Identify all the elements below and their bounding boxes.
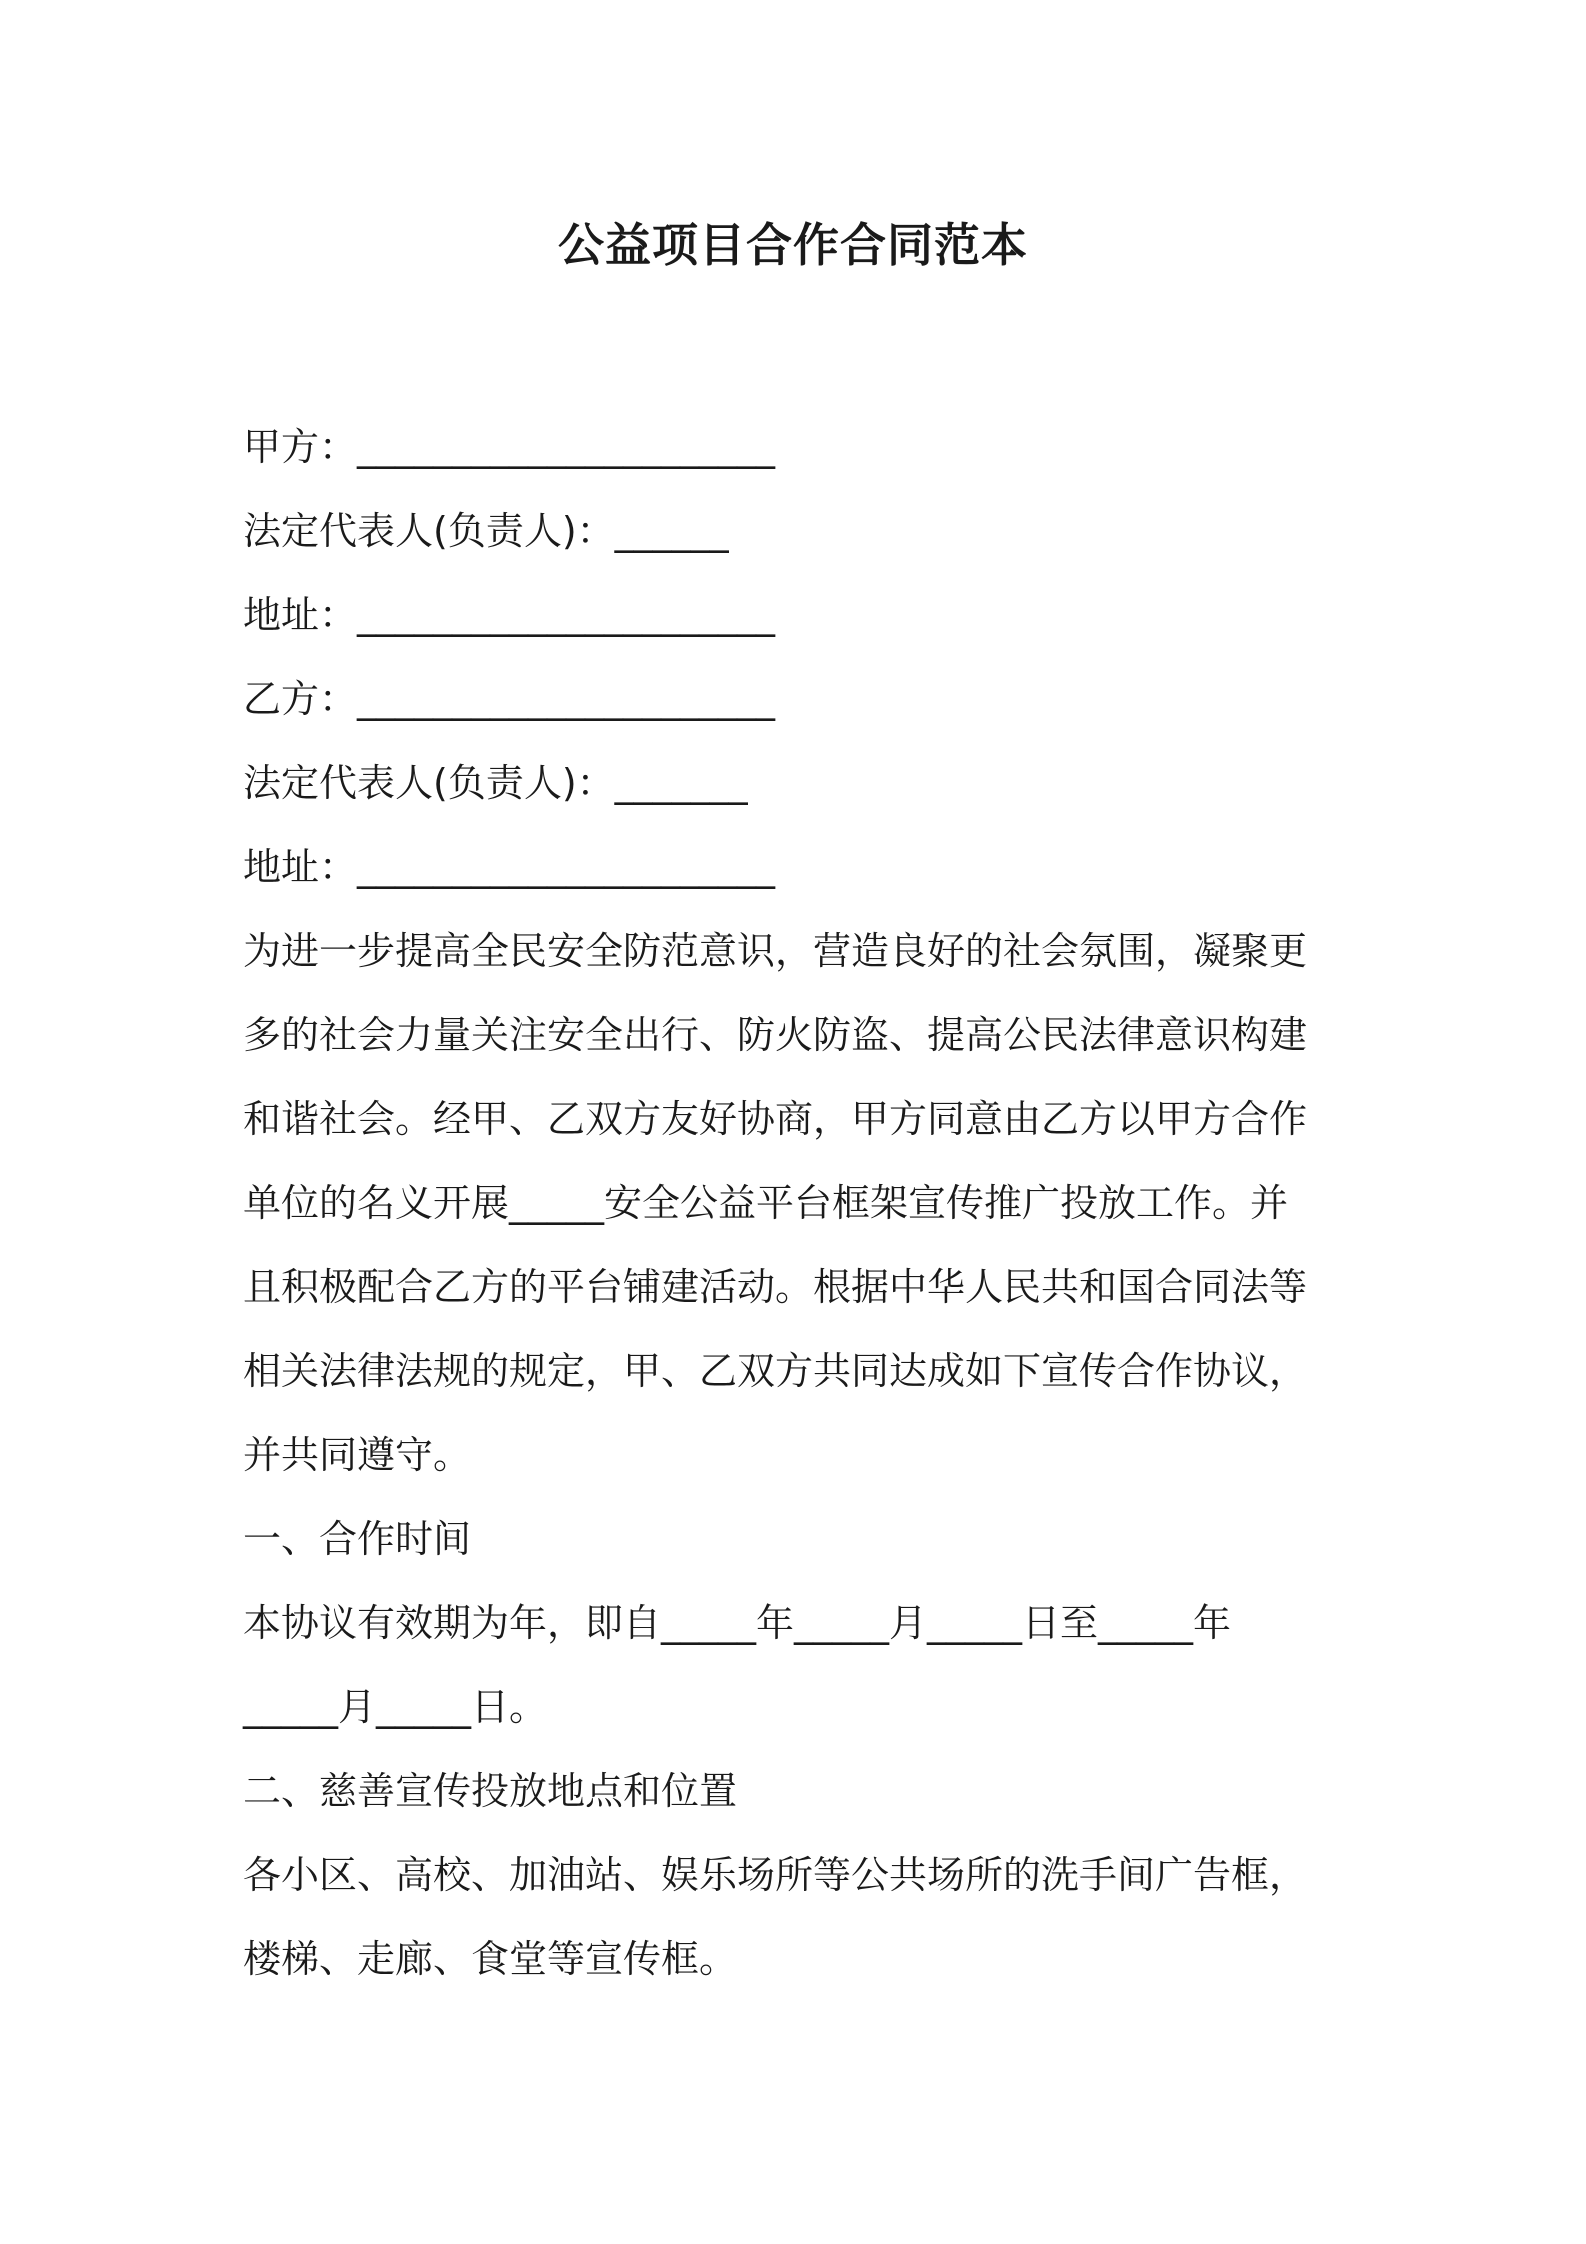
party-a-representative-line xyxy=(243,489,1353,573)
party-a-representative-blank: ______ xyxy=(614,509,729,553)
party-a-address-blank: ______________________ xyxy=(357,593,776,637)
section-1-text-line: _____月_____日。 xyxy=(243,1685,548,1729)
party-a-line xyxy=(243,405,1353,489)
section-1-heading: 一、合作时间 xyxy=(243,1517,472,1561)
document-body xyxy=(243,405,1353,2001)
party-b-address-blank: ______________________ xyxy=(357,845,776,889)
party-a-address-label: 地址： xyxy=(243,593,358,637)
party-b-representative-line xyxy=(243,741,1353,825)
intro-line: 为进一步提高全民安全防范意识，营造良好的社会氛围，凝聚更 xyxy=(243,929,1308,973)
party-b-address-line xyxy=(243,825,1353,909)
intro-line: 相关法律法规的规定，甲、乙双方共同达成如下宣传合作协议， xyxy=(243,1349,1308,1393)
party-a-blank: ______________________ xyxy=(357,425,776,469)
intro-line: 单位的名义开展_____安全公益平台框架宣传推广投放工作。并 xyxy=(243,1181,1289,1225)
section-2-text-line: 各小区、高校、加油站、娱乐场所等公共场所的洗手间广告框， xyxy=(243,1853,1308,1897)
intro-line: 和谐社会。经甲、乙双方友好协商，甲方同意由乙方以甲方合作 xyxy=(243,1097,1308,1141)
party-b-line xyxy=(243,657,1353,741)
section-2-text-line: 楼梯、走廊、食堂等宣传框。 xyxy=(243,1937,738,1981)
party-b-representative-label: 法定代表人(负责人)： xyxy=(243,761,615,805)
party-b-label: 乙方： xyxy=(243,677,358,721)
intro-line: 并共同遵守。 xyxy=(243,1433,472,1477)
party-b-representative-blank: _______ xyxy=(614,761,748,805)
party-b-address-label: 地址： xyxy=(243,845,358,889)
document-title: 公益项目合作合同范本 xyxy=(558,218,1028,272)
party-b-blank: ______________________ xyxy=(357,677,776,721)
section-1-text-line: 本协议有效期为年，即自_____年_____月_____日至_____年 xyxy=(243,1601,1232,1645)
intro-line: 多的社会力量关注安全出行、防火防盗、提高公民法律意识构建 xyxy=(243,1013,1308,1057)
party-a-address-line xyxy=(243,573,1353,657)
party-a-representative-label: 法定代表人(负责人)： xyxy=(243,509,615,553)
section-2-heading: 二、慈善宣传投放地点和位置 xyxy=(243,1769,738,1813)
party-a-label: 甲方： xyxy=(243,425,358,469)
intro-line: 且积极配合乙方的平台铺建活动。根据中华人民共和国合同法等 xyxy=(243,1265,1308,1309)
